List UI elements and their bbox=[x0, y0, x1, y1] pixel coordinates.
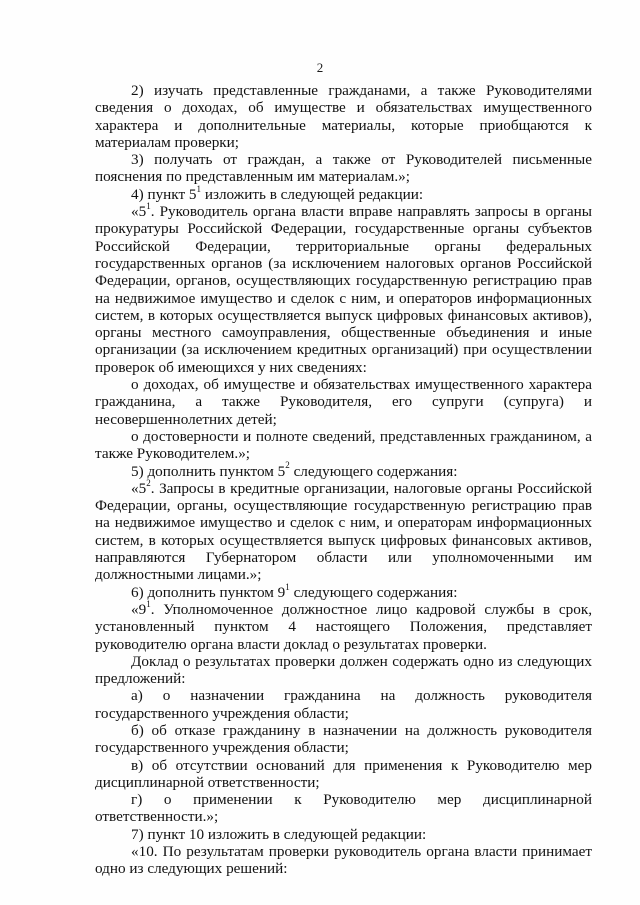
paragraph-accuracy-info: о достоверности и полноте сведений, представленных гражданином, а также Руководителем.»; bbox=[95, 427, 592, 463]
paragraph-item-6: 6) дополнить пунктом $9^1$ следующего содержания: bbox=[131, 581, 458, 601]
paragraph-report-contents: Доклад о результатах проверки должен содержать одно из следующих предложений: bbox=[95, 652, 592, 688]
paragraph-item-7: 7) пункт 10 изложить в следующей редакции: bbox=[131, 825, 427, 843]
paragraph-option-v: в) об отсутствии оснований для применения к Руководителю мер дисциплинарной ответственности; bbox=[95, 756, 592, 791]
paragraph-item-5: 5) дополнить пунктом $5^2$ следующего содержания: bbox=[131, 460, 458, 480]
paragraph-clause-5-1: «$5^1$. Руководитель органа власти вправе направлять запросы в органы прокуратуры Российской Федерации, государственные органы субъектов Российской Федерации, территориальные органы федеральных государственных органов (за исключением налоговых органов Российской Федерации, органов, осуществляющих государственную регистрацию прав на недвижимое имущество и сделок с ним, и операторов информационных систем, в которых осуществляется выпуск цифровых финансовых активов), органы местного самоуправления, общественные объединения и иные организации (за исключением кредитных организаций) при осуществлении проверок об имеющихся у них сведениях: bbox=[95, 201, 592, 376]
page-number: 2 bbox=[316, 60, 324, 75]
paragraph-item-3: 3) получать от граждан, а также от Руководителей письменные пояснения по представленным им материалам.»; bbox=[95, 151, 592, 186]
paragraph-clause-9-1: «$9^1$. Уполномоченное должностное лицо кадровой службы в срок, установленный пунктом 4 настоящего Положения, представляет руководителю органа власти доклад о результатах проверки. bbox=[95, 598, 592, 653]
paragraph-item-4: 4) пункт $5^1$ изложить в следующей редакции: bbox=[131, 183, 424, 203]
document-body bbox=[95, 82, 592, 878]
paragraph-item-2: 2) изучать представленные гражданами, а также Руководителями сведения о доходах, об имуществе и обязательствах имущественного характера и дополнительные материалы, которые приобщаются к материалам проверки; bbox=[95, 82, 592, 151]
paragraph-clause-5-2: «$5^2$. Запросы в кредитные организации, налоговые органы Российской Федерации, органы, осуществляющие государственную регистрацию прав на недвижимое имущество и сделок с ним, и операторам информационных систем, в которых осуществляется выпуск цифровых финансовых активов, направляются Губернатором области или уполномоченными им должностными лицами.»; bbox=[95, 477, 592, 584]
paragraph-income-info: о доходах, об имуществе и обязательствах имущественного характера гражданина, а также Руководителя, его супруги (супруга) и несовершеннолетних детей; bbox=[95, 376, 592, 428]
paragraph-clause-10: «10. По результатам проверки руководитель органа власти принимает одно из следующих решений: bbox=[95, 843, 592, 878]
paragraph-option-b: б) об отказе гражданину в назначении на должность руководителя государственного учреждения области; bbox=[95, 721, 592, 757]
paragraph-option-a: а) о назначении гражданина на должность руководителя государственного учреждения области; bbox=[95, 687, 592, 722]
paragraph-option-g: г) о применении к Руководителю мер дисциплинарной ответственности.»; bbox=[95, 791, 592, 826]
